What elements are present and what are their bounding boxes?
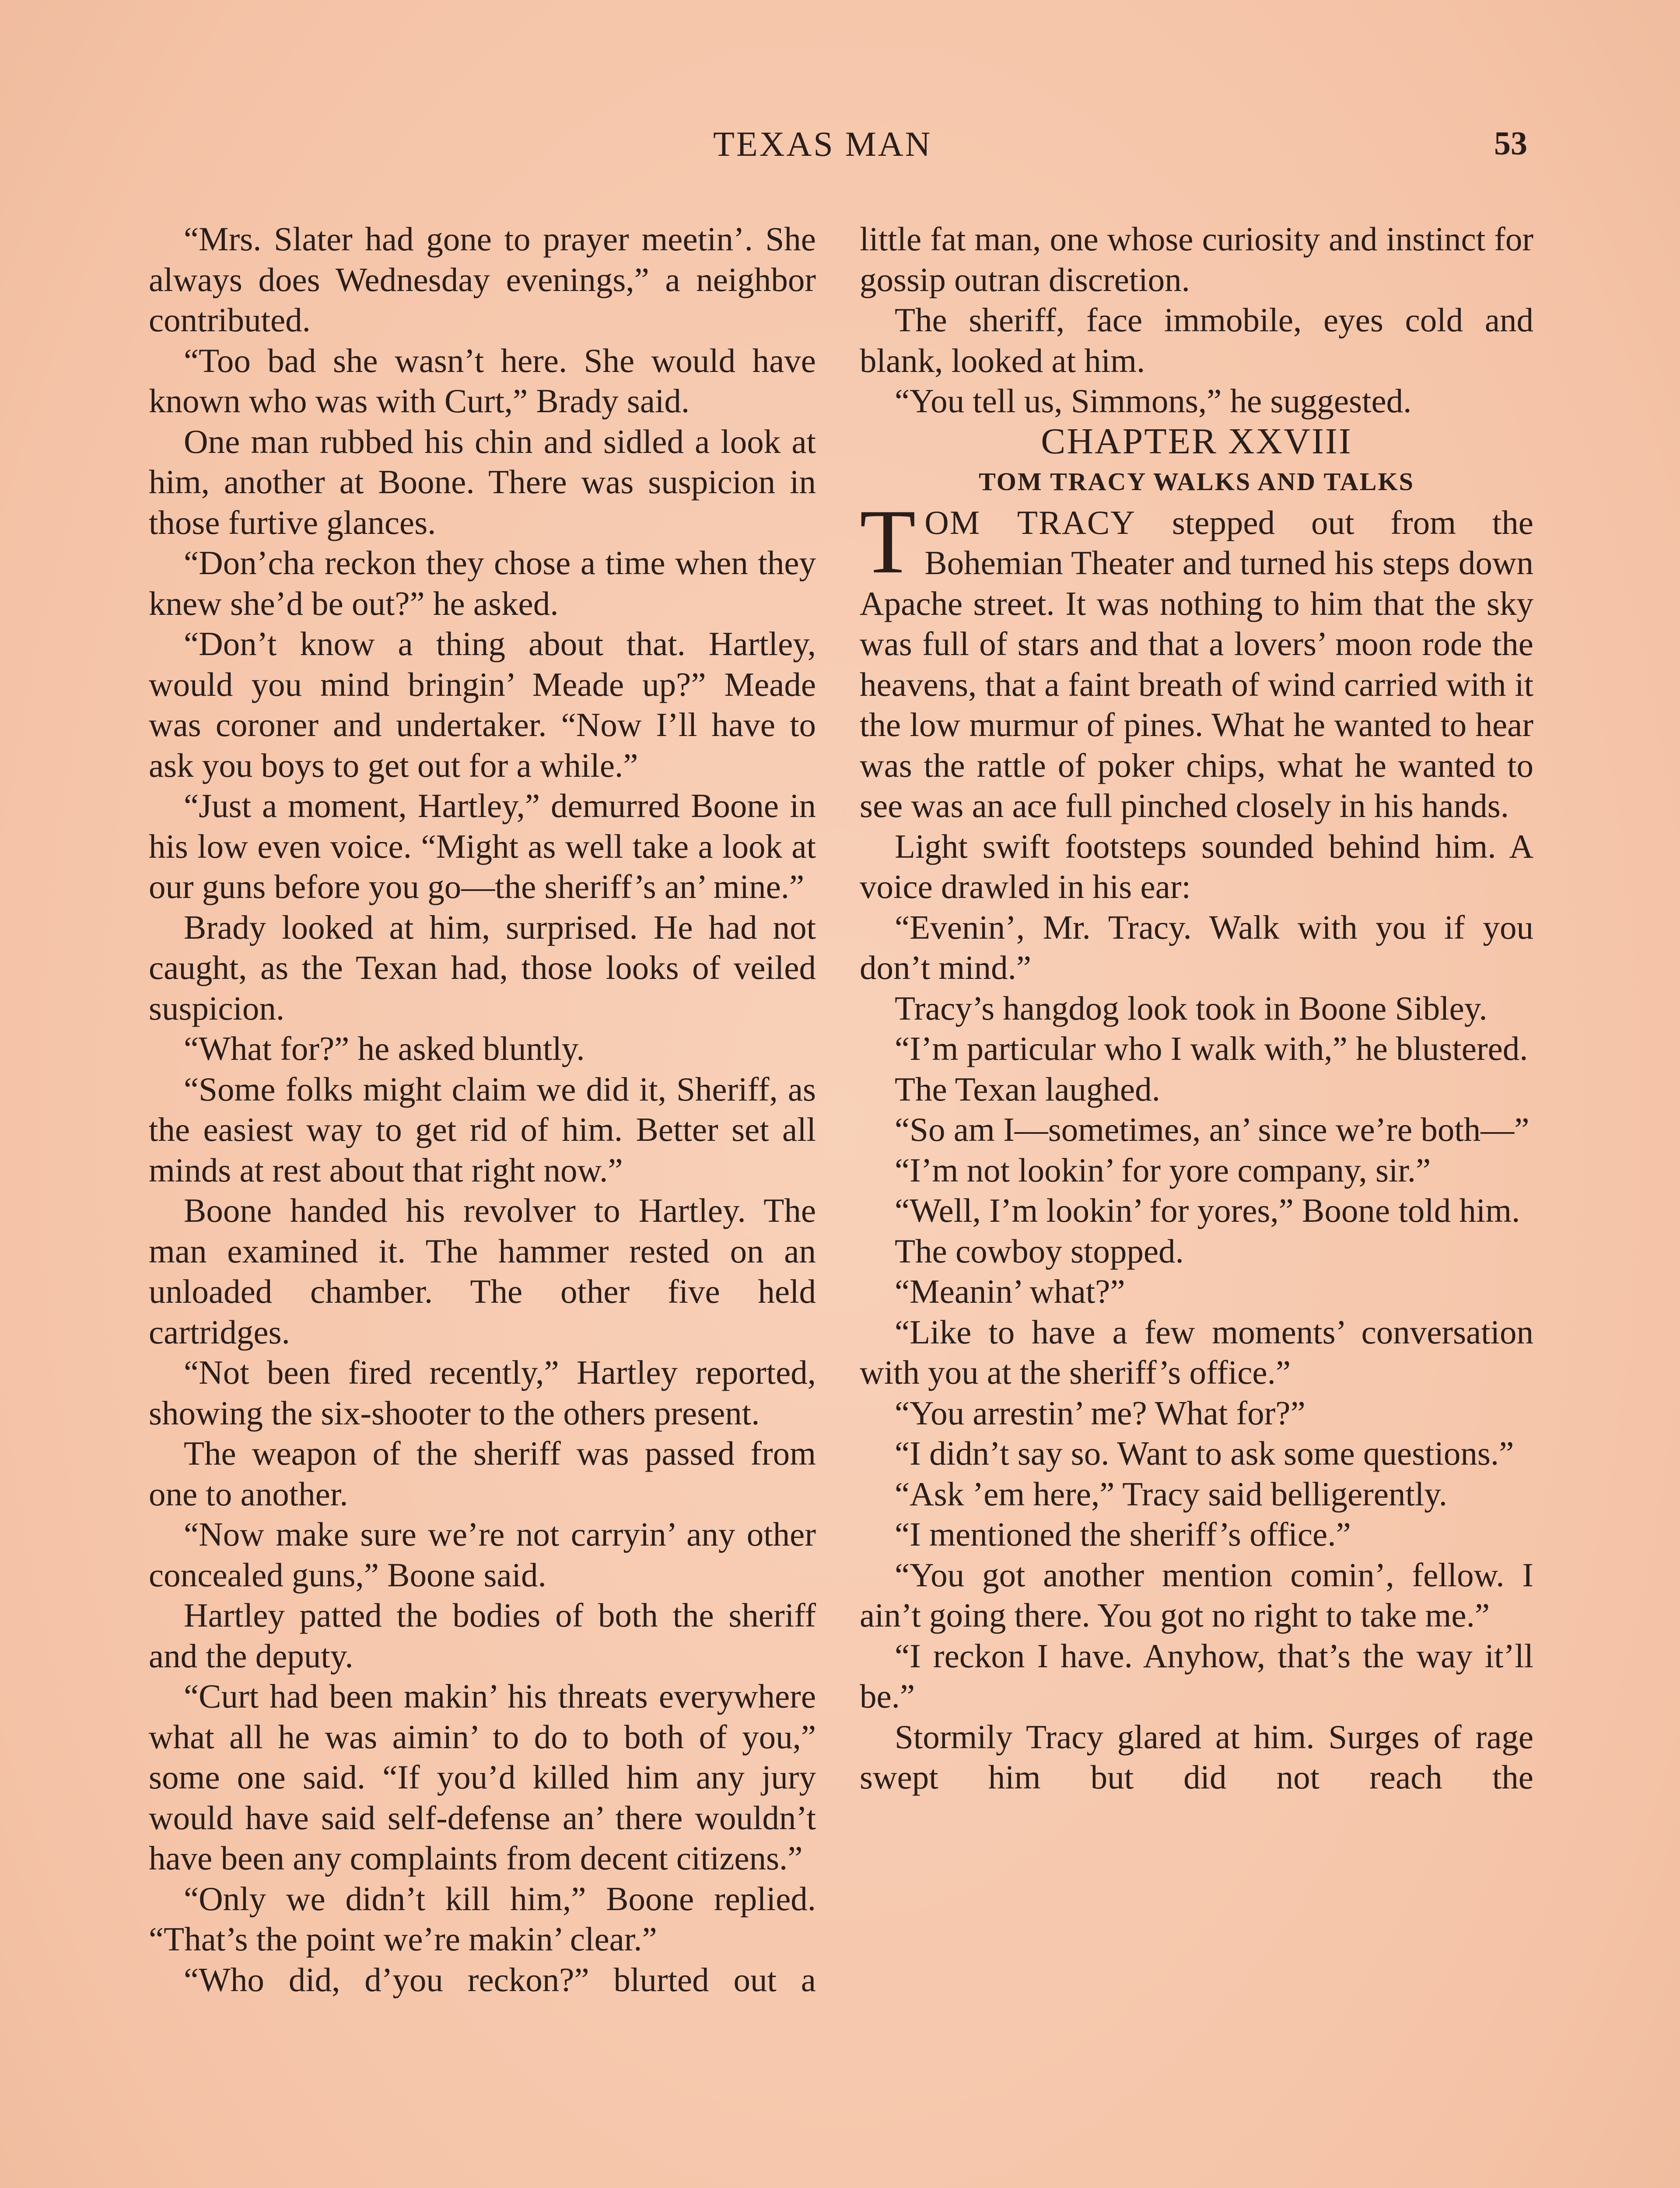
paragraph: “You arrestin’ me? What for?” — [895, 1394, 1306, 1432]
paragraph: “Don’t know a thing about that. Hartley, would you mind bringin’ Meade up?” Meade was coroner and undertaker. “Now I’ll have to ask you boys to get out for a while.” — [149, 625, 816, 784]
right-column — [860, 219, 1533, 1798]
paragraph: “I’m not lookin’ for yore company, sir.” — [895, 1151, 1431, 1189]
paragraph: “Meanin’ what?” — [895, 1273, 1125, 1310]
chapter-title: CHAPTER XXVIII — [1041, 421, 1352, 462]
paragraph: “Some folks might claim we did it, Sheriff, as the easiest way to get rid of him. Better set all minds at rest about that right now.” — [149, 1070, 816, 1189]
paragraph: Stormily Tracy glared at him. Surges of rage swept him but did not reach the — [860, 1718, 1533, 1796]
paragraph: “You tell us, Simmons,” he suggested. — [895, 382, 1412, 420]
paragraph: little fat man, one whose curiosity and instinct for gossip outran discretion. — [860, 220, 1533, 298]
paragraph: “Just a moment, Hartley,” demurred Boone in his low even voice. “Might as well take a look at our guns before you go—the sheriff’s an’ mine.” — [149, 787, 816, 905]
paragraph: “I’m particular who I walk with,” he blustered. — [895, 1030, 1528, 1067]
paragraph: “You got another mention comin’, fellow. I ain’t going there. You got no right to take me.” — [860, 1556, 1533, 1634]
running-title: TEXAS MAN — [713, 125, 932, 164]
left-column — [149, 219, 816, 2000]
paragraph: Brady looked at him, surprised. He had not caught, as the Texan had, those looks of veiled suspicion. — [149, 908, 816, 1027]
paragraph: “Mrs. Slater had gone to prayer meetin’. She always does Wednesday evenings,” a neighbor contributed. — [149, 220, 816, 339]
opening-text: stepped out from the Bohemian Theater and turned his steps down Apache street. It was nothing to him that the sky was full of stars and that a lovers’ moon rode the heavens, that a faint breath of wind carried with it the low murmur of pines. What he wanted to hear was the rattle of poker chips, what he wanted to see was an ace full pinched closely in his hands. — [860, 503, 1533, 824]
paragraph: “Don’cha reckon they chose a time when they knew she’d be out?” he asked. — [149, 544, 816, 622]
chapter-opening-paragraph — [860, 491, 1533, 826]
paragraph: Tracy’s hangdog look took in Boone Sibley. — [895, 989, 1488, 1027]
paragraph: “I reckon I have. Anyhow, that’s the way it’ll be.” — [860, 1637, 1533, 1715]
paragraph: Light swift footsteps sounded behind him. A voice drawled in his ear: — [860, 827, 1533, 905]
paragraph: “I didn’t say so. Want to ask some questions.” — [895, 1434, 1514, 1472]
paragraph: “Curt had been makin’ his threats everywhere what all he was aimin’ to do to both of you,” some one said. “If you’d killed him any jury would have said self-defense an’ there wouldn’t have been any complaints from decent citizens.” — [149, 1677, 816, 1877]
paragraph: “Like to have a few moments’ conversation with you at the sheriff’s office.” — [860, 1313, 1533, 1391]
paragraph: “Too bad she wasn’t here. She would have known who was with Curt,” Brady said. — [149, 341, 816, 420]
paragraph: Hartley patted the bodies of both the sheriff and the deputy. — [149, 1596, 816, 1675]
page-number: 53 — [1494, 125, 1527, 162]
drop-cap: T — [860, 491, 916, 593]
paragraph: “I mentioned the sheriff’s office.” — [895, 1515, 1351, 1553]
paragraph: Boone handed his revolver to Hartley. The man examined it. The hammer rested on an unloaded chamber. The other five held cartridges. — [149, 1192, 816, 1351]
paragraph: “So am I—sometimes, an’ since we’re both—” — [895, 1111, 1530, 1148]
paragraph: One man rubbed his chin and sidled a look at him, another at Boone. There was suspicion in those furtive glances. — [149, 422, 816, 541]
paragraph: “Not been fired recently,” Hartley reported, showing the six-shooter to the others present. — [149, 1353, 816, 1432]
paragraph: “Who did, d’you reckon?” blurted out a — [184, 1960, 816, 1999]
paragraph: “Ask ’em here,” Tracy said belligerently. — [895, 1475, 1447, 1513]
paragraph: “Evenin’, Mr. Tracy. Walk with you if you don’t mind.” — [860, 908, 1533, 986]
paragraph: “What for?” he asked bluntly. — [184, 1030, 585, 1067]
opening-smallcaps: OM TRACY — [924, 503, 1136, 541]
chapter-subtitle: TOM TRACY WALKS AND TALKS — [979, 467, 1414, 496]
paragraph: The cowboy stopped. — [895, 1232, 1184, 1270]
paragraph: The Texan laughed. — [895, 1070, 1160, 1108]
running-header — [0, 125, 1680, 177]
paragraph: The sheriff, face immobile, eyes cold and blank, looked at him. — [860, 301, 1533, 379]
paragraph: “Well, I’m lookin’ for yores,” Boone told him. — [895, 1192, 1520, 1229]
paragraph: The weapon of the sheriff was passed from one to another. — [149, 1434, 816, 1513]
paragraph: “Now make sure we’re not carryin’ any other concealed guns,” Boone said. — [149, 1515, 816, 1594]
paragraph: “Only we didn’t kill him,” Boone replied. “That’s the point we’re makin’ clear.” — [149, 1879, 816, 1958]
